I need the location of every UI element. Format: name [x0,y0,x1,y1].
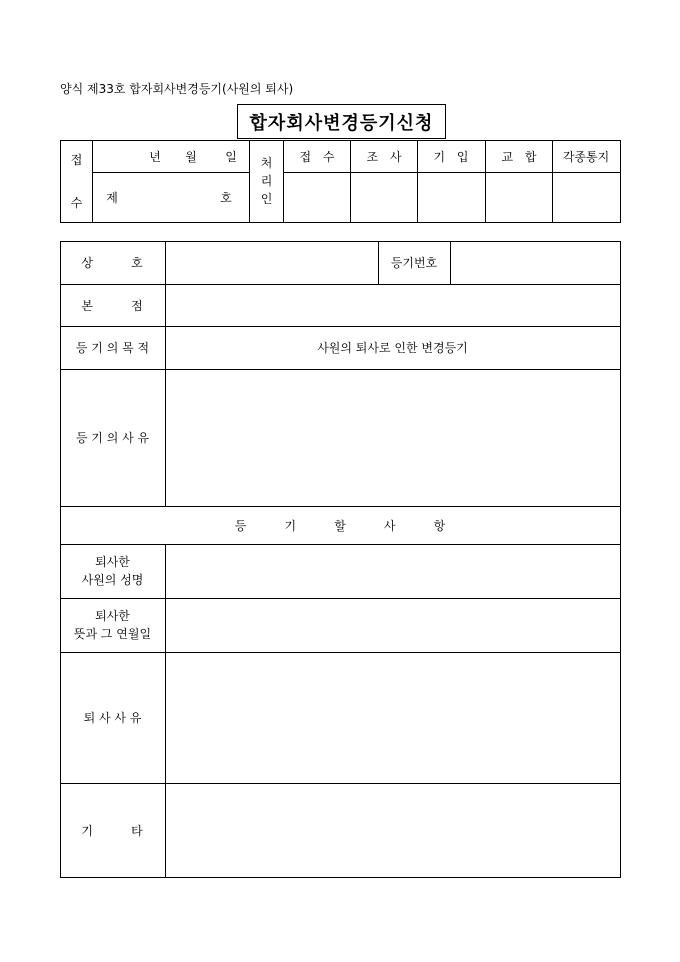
step-enter-field[interactable] [417,172,485,222]
retirement-date-label-line: 퇴사한 [95,609,130,623]
retired-member-name-label-line: 사원의 성명 [81,573,144,587]
registration-cause-label: 등 기 의 사 유 [75,431,150,445]
step-inspect-header: 조 사 [366,149,402,164]
processor-label [249,140,284,222]
step-receive-header: 접 수 [299,149,335,164]
form-number-label: 양식 제33호 합자회사변경등기(사원의 퇴사) [60,82,294,96]
trade-name-label: 상 호 [81,256,143,270]
step-enter-header: 기 입 [433,149,469,164]
step-verify-field[interactable] [485,172,553,222]
retired-member-name-label [60,544,165,598]
retirement-date-field[interactable] [166,599,620,652]
receipt-label-bottom: 수 [70,195,83,210]
registration-cause-field[interactable] [166,370,620,506]
registration-number-field[interactable] [451,242,620,284]
retirement-reason-field[interactable] [166,653,620,783]
step-notify-header: 각종통지 [562,149,610,164]
head-office-field[interactable] [166,285,620,326]
processor-label-char: 처 [260,156,273,170]
registration-number-label: 등기번호 [390,256,438,270]
head-office-label: 본 점 [81,298,143,313]
registration-items-header: 등 기 할 사 항 [234,518,446,533]
registration-purpose-label: 등 기 의 목 적 [75,341,150,355]
receipt-day-label: 일 [225,149,237,164]
other-field[interactable] [166,784,620,877]
receipt-number-suffix: 호 [220,190,232,205]
processor-label-char: 인 [260,192,273,206]
processor-label-char: 리 [260,174,273,188]
form-title: 합자회사변경등기신청 [237,104,446,139]
other-label: 기 타 [81,823,143,838]
step-inspect-field[interactable] [350,172,418,222]
registration-purpose-value: 사원의 퇴사로 인한 변경등기 [317,341,468,355]
receipt-month-label: 월 [185,149,197,164]
receipt-label-top: 접 [70,152,83,167]
retirement-reason-label: 퇴 사 사 유 [83,711,142,725]
step-notify-field[interactable] [552,172,620,222]
step-verify-header: 교 합 [501,149,537,164]
retired-member-name-field[interactable] [166,545,620,598]
retirement-date-label-line: 뜻과 그 연월일 [73,627,152,641]
retired-member-name-label-line: 퇴사한 [95,555,130,569]
step-receive-field[interactable] [283,172,351,222]
retirement-date-label [60,598,165,652]
trade-name-field[interactable] [166,242,378,284]
receipt-number-prefix: 제 [106,190,118,205]
receipt-year-label: 년 [149,149,161,164]
